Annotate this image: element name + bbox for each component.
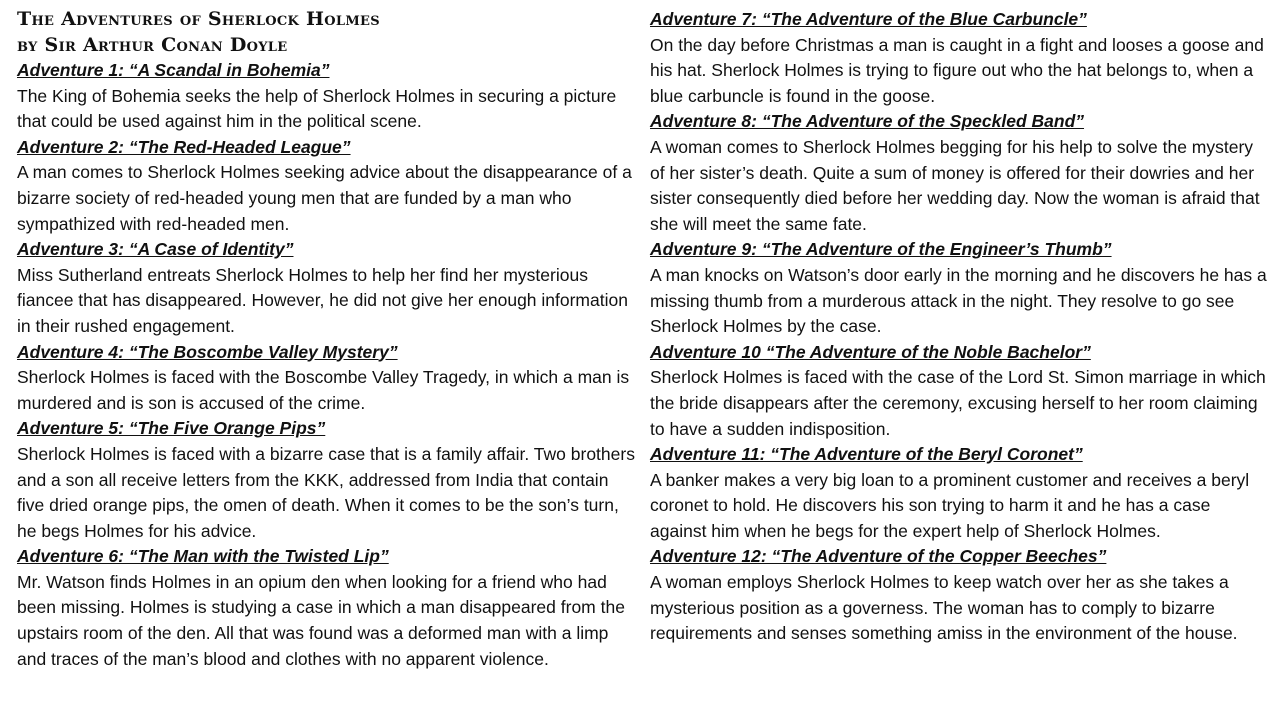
adventure-12-title: Adventure 12: “The Adventure of the Copper Beeches” bbox=[650, 546, 1107, 567]
adventure-12-summary: A woman employs Sherlock Holmes to keep watch over her as she takes a mysterious position as a governess. The woman has to comply to bizarre requirements and senses something amiss in the environment of the house. bbox=[650, 572, 1238, 644]
adventure-8-summary: A woman comes to Sherlock Holmes begging for his help to solve the mystery of her sister’s death. Quite a sum of money is offered for their dowries and her sister consequently died before her wedding day. Now the woman is afraid that she will meet the same fate. bbox=[650, 136, 1260, 234]
adventure-8-title: Adventure 8: “The Adventure of the Speckled Band” bbox=[650, 111, 1085, 132]
document-title-line-2: by Sir Arthur Conan Doyle bbox=[17, 34, 288, 56]
adventure-3-summary: Miss Sutherland entreats Sherlock Holmes to help her find her mysterious fiancee that has disappeared. However, he did not give her enough information in their rushed engagement. bbox=[17, 264, 628, 336]
adventure-11-summary: A banker makes a very big loan to a prominent customer and receives a beryl coronet to hold. He discovers his son trying to harm it and he has a case against him when he begs for the expert help of Sherlock Holmes. bbox=[650, 469, 1250, 541]
adventure-3-title: Adventure 3: “A Case of Identity” bbox=[17, 239, 294, 260]
adventure-9-summary: A man knocks on Watson’s door early in the morning and he discovers he has a missing thumb from a murderous attack in the night. They resolve to go see Sherlock Holmes by the case. bbox=[650, 264, 1267, 337]
right-column bbox=[650, 6, 1270, 647]
adventure-7-summary: On the day before Christmas a man is caught in a fight and looses a goose and his hat. Sherlock Holmes is trying to figure out who the hat belongs to, when a blue carbuncle is found in the goose. bbox=[650, 34, 1264, 106]
adventure-6-title: Adventure 6: “The Man with the Twisted Lip” bbox=[17, 546, 389, 567]
adventure-10-summary: Sherlock Holmes is faced with the case of the Lord St. Simon marriage in which the bride disappears after the ceremony, excusing herself to her room claiming to have a sudden indisposition. bbox=[650, 367, 1266, 439]
adventure-9-title: Adventure 9: “The Adventure of the Engineer’s Thumb” bbox=[650, 239, 1112, 260]
adventure-1-title: Adventure 1: “A Scandal in Bohemia” bbox=[17, 60, 330, 80]
adventure-11-title: Adventure 11: “The Adventure of the Beryl Coronet” bbox=[650, 444, 1083, 465]
left-column bbox=[17, 6, 639, 672]
adventure-5-title: Adventure 5: “The Five Orange Pips” bbox=[17, 418, 326, 439]
adventure-7-title: Adventure 7: “The Adventure of the Blue Carbuncle” bbox=[650, 9, 1087, 29]
adventure-6-summary: Mr. Watson finds Holmes in an opium den when looking for a friend who had been missing. Holmes is studying a case in which a man disappeared from the upstairs room of the den. All that was found was a deformed man with a limp and traces of the man’s blood and clothes with no apparent violence. bbox=[17, 571, 625, 669]
adventure-10-title: Adventure 10 “The Adventure of the Noble Bachelor” bbox=[650, 341, 1091, 362]
adventure-1-summary: The King of Bohemia seeks the help of Sherlock Holmes in securing a picture that could be used against him in the political scene. bbox=[17, 85, 617, 132]
adventure-2-title: Adventure 2: “The Red-Headed League” bbox=[17, 136, 351, 157]
adventure-2-summary: A man comes to Sherlock Holmes seeking advice about the disappearance of a bizarre society of red-headed young men that are funded by a man who sympathized with red-headed men. bbox=[17, 162, 632, 234]
document-title-line-1: The Adventures of Sherlock Holmes bbox=[17, 8, 380, 30]
adventure-4-summary: Sherlock Holmes is faced with the Boscombe Valley Tragedy, in which a man is murdered and is son is accused of the crime. bbox=[17, 367, 630, 413]
adventure-5-summary: Sherlock Holmes is faced with a bizarre case that is a family affair. Two brothers and a son all receive letters from the KKK, addressed from India that contain five dried orange pips, the omen of death. When it comes to be the son’s turn, he begs Holmes for his advice. bbox=[17, 443, 635, 541]
adventure-4-title: Adventure 4: “The Boscombe Valley Mystery” bbox=[17, 341, 398, 362]
